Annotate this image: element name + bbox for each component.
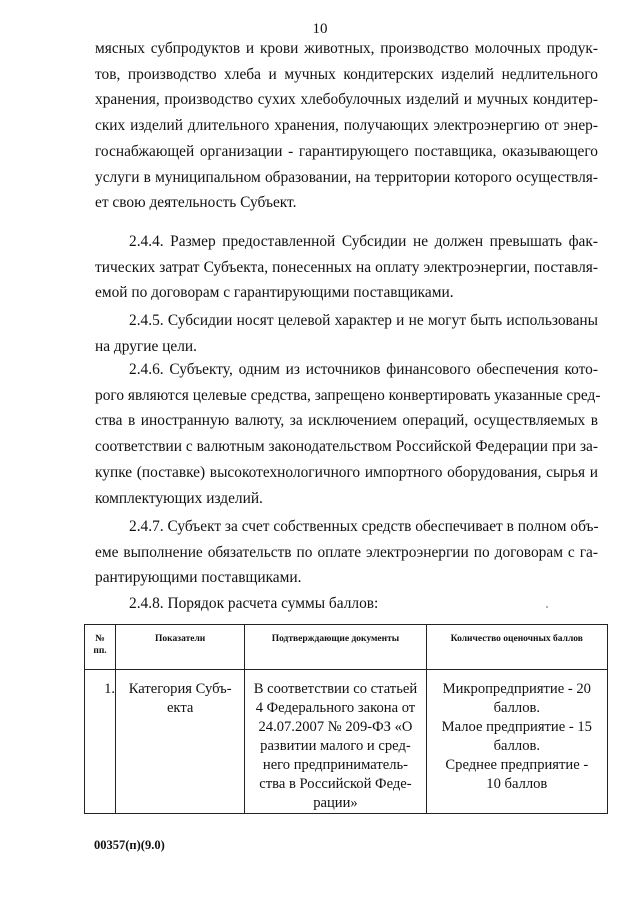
cell-line: ства в Российской Феде-: [259, 776, 412, 792]
cell-line: Микропредприятие - 20: [442, 681, 591, 697]
text-line: тов, производство хлеба и мучных кондитерских изделий недлительного: [95, 65, 598, 83]
text-line: ства в иностранную валюту, за исключением операций, осуществляемых в: [95, 412, 598, 430]
paragraph-2-4-7: [95, 514, 598, 591]
header-num-line: пп.: [93, 646, 107, 656]
text-line: рого являются целевые средства, запрещено конвертировать указанные сред-: [95, 386, 601, 404]
cell-line: екта: [166, 700, 194, 716]
text-line: 2.4.6. Субъекту, одним из источников финансового обеспечения кото-: [129, 361, 598, 378]
text-line: комплектующих изделий.: [95, 489, 263, 507]
header-num-line: №: [95, 634, 105, 644]
cell-line: 10 баллов: [486, 776, 548, 792]
cell-line: баллов.: [493, 700, 541, 716]
scoring-table: [84, 624, 608, 814]
text-line: рантирующими поставщиками.: [95, 569, 302, 587]
text-line: тических затрат Субъекта, понесенных на оплату электроэнергии, поставля-: [95, 258, 598, 276]
text-line: 2.4.8. Порядок расчета суммы баллов:: [129, 595, 379, 612]
cell-num: 1.: [85, 670, 116, 814]
text-line: емой по договорам с гарантирующими поставщиками.: [95, 284, 454, 302]
header-indicator: Показатели: [116, 625, 245, 670]
cell-line: 24.07.2007 № 209-ФЗ «О: [258, 719, 413, 735]
paragraph-2-4-4: [95, 229, 598, 306]
text-line: хранения, производство сухих хлебобулочных изделий и мучных кондитер-: [95, 91, 598, 109]
text-line: 2.4.7. Субъект за счет собственных средств обеспечивает в полном объ-: [129, 518, 599, 535]
text-line: мясных субпродуктов и крови животных, производство молочных продук-: [95, 40, 598, 57]
table-header-row: [85, 625, 608, 670]
text-line: на другие цели.: [95, 337, 197, 355]
text-line: соответствии с валютным законодательством Российской Федерации при за-: [95, 438, 598, 456]
cell-line: Среднее предприятие -: [445, 757, 589, 773]
text-line: ет свою деятельность Субъект.: [95, 194, 297, 212]
cell-indicator: [116, 670, 245, 814]
header-num: [85, 625, 116, 670]
cell-documents: [245, 670, 426, 814]
cell-score: [426, 670, 607, 814]
header-documents: Подтверждающие документы: [245, 625, 426, 670]
text-line: 2.4.4. Размер предоставленной Субсидии не должен превышать фак-: [129, 233, 598, 250]
text-line: 2.4.5. Субсидии носят целевой характер и не могут быть использованы: [129, 312, 598, 329]
page-number: 10: [312, 21, 328, 37]
cell-line: него предприниматель-: [262, 757, 408, 773]
scan-speck: [546, 606, 548, 608]
document-code-footer: 00357(п)(9.0): [94, 838, 165, 852]
text-line: ских изделий длительного хранения, получающих электроэнергию от энер-: [95, 117, 598, 135]
text-line: госнабжающей организации - гарантирующего поставщика, оказывающего: [95, 142, 598, 160]
text-line: купке (поставке) высокотехнологичного импортного оборудования, сырья и: [95, 463, 598, 481]
cell-line: развитии малого и сред-: [260, 738, 411, 754]
cell-line: рации»: [313, 795, 358, 811]
cell-line: баллов.: [493, 738, 541, 754]
cell-line: Малое предприятие - 15: [441, 719, 592, 735]
header-score: Количество оценочных баллов: [426, 625, 607, 670]
text-line: еме выполнение обязательств по оплате электроэнергии по договорам с га-: [95, 543, 598, 561]
text-line: услуги в муниципальном образовании, на территории которого осуществля-: [95, 168, 598, 186]
paragraph-2-4-5: [95, 308, 598, 359]
paragraph-2-4-6: [95, 357, 601, 511]
cell-line: 4 Федерального закона от: [255, 700, 416, 716]
cell-line: Категория Субъ-: [128, 681, 232, 697]
paragraph-2-4-8: [95, 591, 598, 617]
table-row: [85, 670, 608, 814]
paragraph-1: [95, 36, 598, 216]
cell-line: В соответствии со статьей: [253, 681, 418, 697]
